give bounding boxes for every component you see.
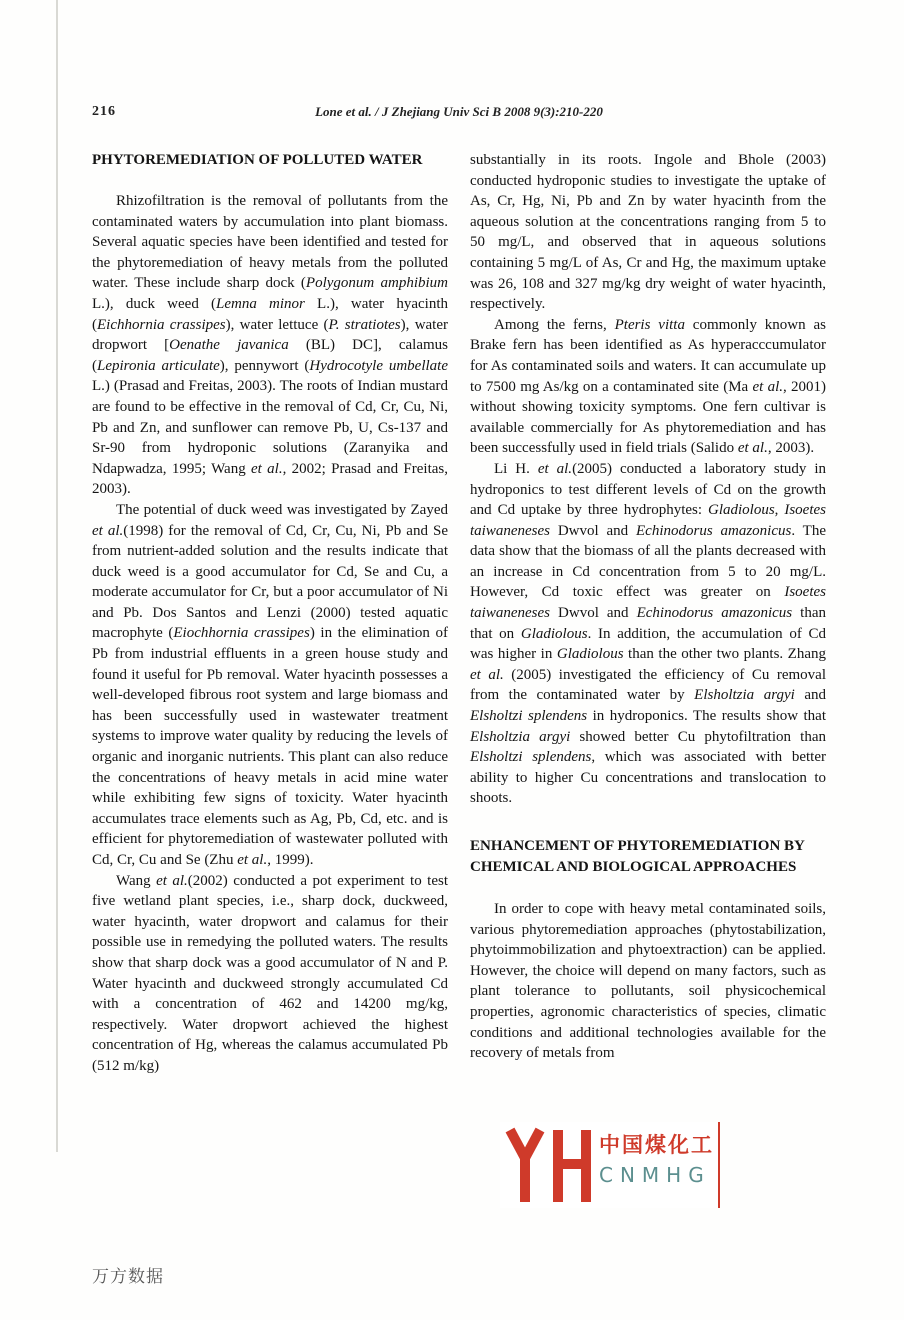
running-head: Lone et al. / J Zhejiang Univ Sci B 2008 9(3):210-220 (315, 104, 603, 119)
scan-edge-artifact (56, 0, 58, 1152)
watermark-latin-text: CNMHG (599, 1163, 711, 1187)
paragraph: The potential of duck weed was investigated by Zayed et al.(1998) for the removal of Cd, Cr, Cu, Ni, Pb and Se from nutrient-added solution and the results indicate that duck weed is a good accumulator for Cd, Se and Cu, a moderate accumulator for Cr, but a poor accumulator of Ni and Pb. Dos Santos and Lenzi (2000) tested aquatic macrophyte (Eiochhornia crassipes) in the elimination of Pb from industrial effluents in a green house study and found it useful for Pb removal. Water hyacinth possesses a well-developed fibrous root system and large biomass and has been successfully used in wastewater treatment systems to improve water quality by reducing the levels of organic and inorganic nutrients. This plant can also reduce the concentrations of heavy metals in acid mine water while exhibiting few signs of toxicity. Water hyacinth accumulates trace elements such as Ag, Pb, Cd, etc. and is efficient for phytoremediation of wastewater polluted with Cd, Cr, Cu and Se (Zhu et al., 1999). (92, 501, 448, 868)
two-column-body (92, 150, 826, 1077)
left-column (92, 150, 448, 1077)
paragraph: Li H. et al.(2005) conducted a laboratory study in hydroponics to test different levels of Cd on the growth and Cd uptake by three hydrophytes: Gladiolous, Isoetes taiwaneneses Dwvol and Echinodorus amazonicus. The data show that the biomass of all the plants decreased with an increase in Cd concentration from 5 to 20 mg/L. However, Cd toxic effect was greater on Isoetes taiwaneneses Dwvol and Echinodorus amazonicus than that on Gladiolous. In addition, the accumulation of Cd was higher in Gladiolous than the other two plants. Zhang et al. (2005) investigated the efficiency of Cu removal from the contaminated water by Elsholtzia argyi and Elsholtzi splendens in hydroponics. The results show that Elsholtzia argyi showed better Cu phytofiltration than Elsholtzi splendens, which was associated with better ability to higher Cu concentrations and translocation to shoots. (470, 460, 827, 807)
page-number: 216 (92, 104, 116, 119)
paragraph: Rhizofiltration is the removal of pollutants from the contaminated waters by accumulation into plant biomass. Several aquatic species have been identified and tested for the phytoremediation of heavy metals from the polluted water. These include sharp dock (Polygonum amphibium L.), duck weed (Lemna minor L.), water hyacinth (Eichhornia crassipes), water lettuce (P. stratiotes), water dropwort [Oenathe javanica (BL) DC], calamus (Lepironia articulate), pennywort (Hydrocotyle umbellate L.) (Prasad and Freitas, 2003). The roots of Indian mustard are found to be effective in the removal of Cd, Cr, Cu, Ni, Pb and Zn, and sunflower can remove Pb, U, Cs-137 and Sr-90 from hydroponic solutions (Zaranyika and Ndapwadza, 1995; Wang et al., 2002; Prasad and Freitas, 2003). (92, 193, 449, 498)
watermark-chinese-text: 中国煤化工 (599, 1133, 714, 1157)
paragraph-continuation: substantially in its roots. Ingole and Bhole (2003) conducted hydroponic studies to investigate the uptake of As, Cr, Hg, Ni, Pb and Zn by water hyacinth from the aqueous solution at the concentrations ranging from 5 to 50 mg/L, and observed that in aqueous solutions containing 5 mg/L of As, Cr and Hg, the maximum uptake was 26, 108 and 327 mg/kg dry weight of water hyacinth, respectively. (470, 152, 826, 313)
section-heading-enhancement-approaches: ENHANCEMENT OF PHYTOREMEDIATION BY CHEMICAL AND BIOLOGICAL APPROACHES (470, 838, 805, 875)
wanfang-data-watermark: 万方数据 (92, 1267, 164, 1287)
cnmhg-watermark (500, 1122, 720, 1208)
paragraph: In order to cope with heavy metal contaminated soils, various phytoremediation approaches (phytostabilization, phytoimmobilization and phytoextraction) can be applied. However, the choice will depend on many factors, such as plant tolerance to pollutants, soil physicochemical properties, agronomic characteristics of species, climatic conditions and additional technologies available for the recovery of metals from (470, 901, 826, 1062)
cnmhg-logo-icon (500, 1122, 595, 1206)
paragraph: Wang et al.(2002) conducted a pot experiment to test five wetland plant species, i.e., sharp dock, duckweed, water hyacinth, water dropwort and calamus for their possible use in remedying the polluted waters. The results show that sharp dock was a good accumulator of N and P. Water hyacinth and duckweed strongly accumulated Cd with a concentration of 462 and 14200 mg/kg, respectively. Water dropwort achieved the highest concentration of Hg, whereas the calamus accumulated Pb (512 m/kg) (92, 872, 448, 1074)
paragraph: Among the ferns, Pteris vitta commonly known as Brake fern has been identified as As hyperacccumulator for As contaminated soils and waters. It can accumulate up to 7500 mg As/kg on a contaminated site (Ma et al., 2001) without showing toxicity symptoms. One fern cultivar is available commercially for As phytoremediation and has been successfully used in field trials (Salido et al., 2003). (470, 316, 827, 457)
right-column (470, 150, 826, 1077)
section-heading-phytoremediation-polluted-water: PHYTOREMEDIATION OF POLLUTED WATER (92, 152, 423, 168)
page-header (92, 104, 826, 120)
watermark-text-block (599, 1122, 714, 1187)
